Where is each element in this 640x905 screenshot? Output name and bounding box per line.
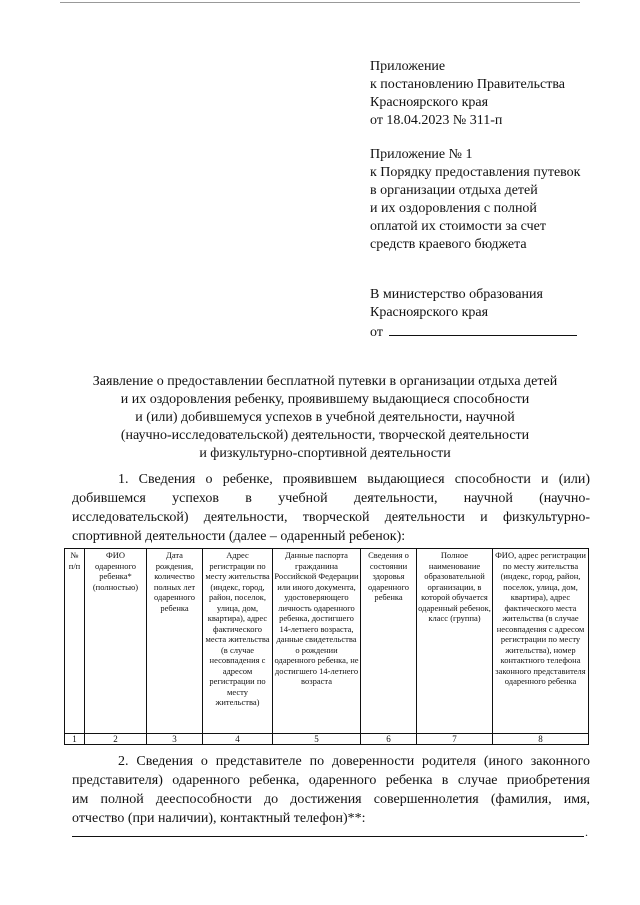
table-number-cell: 2 — [85, 734, 147, 745]
addressee-line: В министерство образования — [370, 287, 543, 302]
from-field[interactable] — [389, 322, 577, 336]
table-number-cell: 1 — [65, 734, 85, 745]
end-mark: . — [585, 825, 588, 839]
table-header-cell: ФИО одаренного ребенка* (полностью) — [85, 549, 147, 734]
appendix1-line: и их оздоровления с полной — [370, 201, 537, 216]
table-header-cell: ФИО, адрес регистрации по месту жительства (индекс, город, район, поселок, улица, дом, квартира), адрес фактического места жительства (в случае несовпадения с адресом регистрации по месту жительства), номер контактного телефона законного представителя одаренного ребенка — [493, 549, 589, 734]
top-rule — [60, 2, 580, 3]
appendix1-line: в организации отдыха детей — [370, 183, 538, 198]
table-header-cell: Дата рождения, количество полных лет одаренного ребенка — [147, 549, 203, 734]
child-info-table — [64, 548, 589, 745]
table-header-cell: № п/п — [65, 549, 85, 734]
table-header-cell: Данные паспорта гражданина Российской Федерации или иного документа, удостоверяющего личность одаренного ребенка, достигшего 14-летнего возраста, данные свидетельства о рождении одаренного ребенка, не достигшего 14-летнего возраста — [273, 549, 361, 734]
table-header-row — [65, 549, 589, 734]
table-number-row — [65, 734, 589, 745]
from-label: от — [370, 325, 383, 340]
table-header-cell: Полное наименование образовательной организации, в которой обучается одаренный ребенок, класс (группа) — [417, 549, 493, 734]
representative-field[interactable] — [72, 836, 584, 837]
appendix1-line: средств краевого бюджета — [370, 237, 527, 252]
appendix-line: Красноярского края — [370, 95, 489, 110]
appendix-line: Приложение — [370, 59, 446, 74]
table-number-cell: 8 — [493, 734, 589, 745]
appendix1-header — [370, 146, 610, 254]
table-number-cell: 5 — [273, 734, 361, 745]
section-2-paragraph: 2. Сведения о представителе по доверенности родителя (иного законного представителя) одаренного ребенка, одаренного ребенка в случае приобретения им полной дееспособности до достижения совершеннолетия (фамилия, имя, отчество (при наличии), контактный телефон)**: — [72, 754, 590, 826]
table-number-cell: 7 — [417, 734, 493, 745]
document-title: Заявление о предоставлении бесплатной путевки в организации отдыха детей и их оздоровления ребенку, проявившему выдающиеся способности и (или) добившемуся успехов в учебной деятельности, научной (научно-исследовательской) деятельности, творческой деятельности и физкультурно-спортивной деятельности — [92, 374, 558, 461]
table-number-cell: 4 — [203, 734, 273, 745]
addressee-block — [370, 286, 610, 342]
appendix1-line: к Порядку предоставления путевок — [370, 165, 581, 180]
appendix-line: к постановлению Правительства — [370, 77, 566, 92]
table-header-cell: Адрес регистрации по месту жительства (индекс, город, район, поселок, улица, дом, квартира), адрес фактического места жительства (в случае несовпадения с адресом регистрации по месту жительства) — [203, 549, 273, 734]
appendix1-line: Приложение № 1 — [370, 147, 473, 162]
section-1-paragraph: 1. Сведения о ребенке, проявившем выдающиеся способности и (или) добившемся успехов в учебной деятельности, научной (научно- исследовательской) деятельности, творческой деятельности и физкультурно- спортивной деятельности (далее – одаренный ребенок): — [72, 472, 590, 544]
table-header-cell: Сведения о состоянии здоровья одаренного ребенка — [361, 549, 417, 734]
appendix-header — [370, 58, 610, 130]
table-number-cell: 3 — [147, 734, 203, 745]
addressee-line: Красноярского края — [370, 305, 489, 320]
table-number-cell: 6 — [361, 734, 417, 745]
appendix-line: от 18.04.2023 № 311-п — [370, 113, 503, 128]
appendix1-line: оплатой их стоимости за счет — [370, 219, 546, 234]
